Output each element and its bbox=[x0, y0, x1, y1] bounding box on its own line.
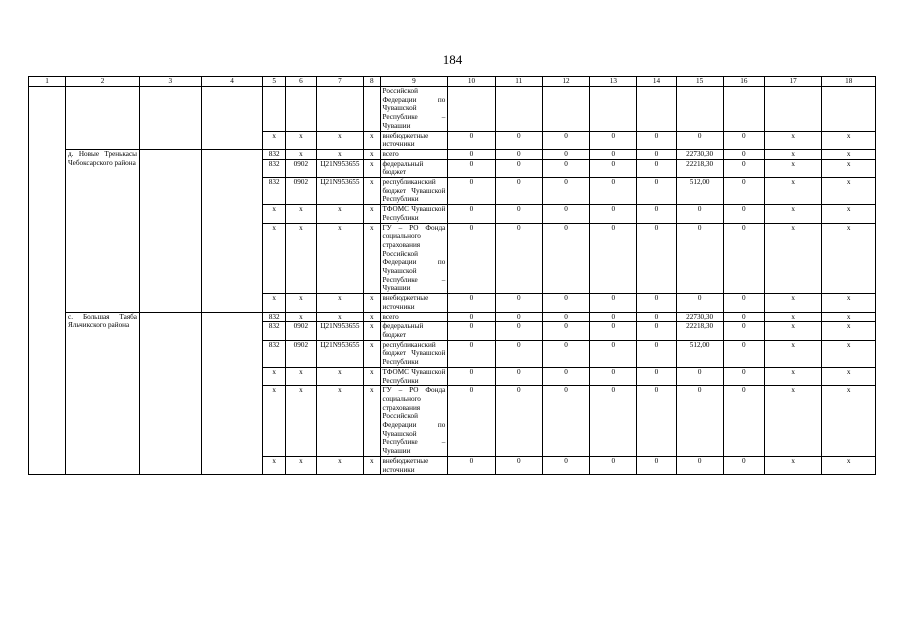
amount-cell: 0 bbox=[542, 340, 589, 367]
target-code: x bbox=[316, 456, 363, 474]
amount-cell: 0 bbox=[542, 178, 589, 205]
amount-cell: x bbox=[764, 367, 822, 385]
amount-cell: 0 bbox=[590, 322, 637, 340]
section-code: x bbox=[285, 149, 316, 159]
expense-type: x bbox=[364, 131, 380, 149]
amount-cell: 0 bbox=[495, 456, 542, 474]
amount-cell: 22730,30 bbox=[676, 312, 723, 322]
amount-cell: 0 bbox=[637, 386, 676, 457]
section-code: x bbox=[285, 205, 316, 223]
amount-cell: 512,00 bbox=[676, 178, 723, 205]
expense-type: x bbox=[364, 367, 380, 385]
amount-cell bbox=[764, 87, 822, 132]
budget-code: x bbox=[263, 223, 286, 294]
expense-type: x bbox=[364, 322, 380, 340]
budget-code: x bbox=[263, 367, 286, 385]
amount-cell: 0 bbox=[676, 386, 723, 457]
amount-cell: 0 bbox=[448, 456, 495, 474]
expense-type: x bbox=[364, 205, 380, 223]
amount-cell: 0 bbox=[542, 312, 589, 322]
expense-type: x bbox=[364, 340, 380, 367]
section-code bbox=[285, 87, 316, 132]
amount-cell: 0 bbox=[676, 223, 723, 294]
expense-type: x bbox=[364, 456, 380, 474]
amount-cell: 0 bbox=[448, 131, 495, 149]
column-header: 10 bbox=[448, 77, 495, 87]
amount-cell: 0 bbox=[590, 178, 637, 205]
amount-cell: 0 bbox=[676, 294, 723, 312]
amount-cell: 0 bbox=[495, 131, 542, 149]
amount-cell: 0 bbox=[542, 159, 589, 177]
amount-cell: 0 bbox=[495, 294, 542, 312]
amount-cell: 0 bbox=[542, 131, 589, 149]
amount-cell: x bbox=[764, 159, 822, 177]
amount-cell: 0 bbox=[448, 312, 495, 322]
section-code: 0902 bbox=[285, 322, 316, 340]
amount-cell: x bbox=[822, 294, 876, 312]
amount-cell: 0 bbox=[723, 205, 764, 223]
table-body bbox=[29, 87, 876, 475]
amount-cell: x bbox=[822, 178, 876, 205]
amount-cell: 0 bbox=[495, 367, 542, 385]
amount-cell: 22730,30 bbox=[676, 149, 723, 159]
amount-cell: 0 bbox=[448, 178, 495, 205]
column-header: 14 bbox=[637, 77, 676, 87]
amount-cell: 0 bbox=[637, 367, 676, 385]
column-4-cell bbox=[201, 312, 263, 475]
funding-source: ТФОМС Чувашской Республики bbox=[380, 205, 448, 223]
amount-cell: 0 bbox=[448, 367, 495, 385]
amount-cell: x bbox=[822, 322, 876, 340]
amount-cell: 0 bbox=[542, 456, 589, 474]
amount-cell: 0 bbox=[448, 159, 495, 177]
expense-type: x bbox=[364, 149, 380, 159]
amount-cell: x bbox=[764, 149, 822, 159]
funding-source: всего bbox=[380, 149, 448, 159]
amount-cell: x bbox=[822, 367, 876, 385]
amount-cell: 0 bbox=[448, 223, 495, 294]
budget-code: x bbox=[263, 294, 286, 312]
amount-cell bbox=[448, 87, 495, 132]
amount-cell: 0 bbox=[723, 178, 764, 205]
amount-cell: 0 bbox=[495, 149, 542, 159]
header-row bbox=[29, 77, 876, 87]
amount-cell: 0 bbox=[590, 456, 637, 474]
column-header: 7 bbox=[316, 77, 363, 87]
amount-cell: 0 bbox=[590, 367, 637, 385]
funding-source: республиканский бюджет Чувашской Республики bbox=[380, 178, 448, 205]
amount-cell: 0 bbox=[637, 159, 676, 177]
amount-cell bbox=[590, 87, 637, 132]
amount-cell: 0 bbox=[590, 159, 637, 177]
amount-cell bbox=[676, 87, 723, 132]
amount-cell: 0 bbox=[723, 131, 764, 149]
table-row bbox=[29, 87, 876, 132]
budget-code: 832 bbox=[263, 149, 286, 159]
target-code: x bbox=[316, 205, 363, 223]
column-3-cell bbox=[140, 87, 202, 150]
target-code: Ц21N953655 bbox=[316, 159, 363, 177]
amount-cell: 0 bbox=[448, 205, 495, 223]
table-row bbox=[29, 312, 876, 322]
target-code: x bbox=[316, 223, 363, 294]
amount-cell: 0 bbox=[542, 205, 589, 223]
expense-type bbox=[364, 87, 380, 132]
amount-cell bbox=[495, 87, 542, 132]
column-header: 17 bbox=[764, 77, 822, 87]
settlement-name: с. Большая Таяба Яльчикского района bbox=[66, 312, 140, 475]
funding-source: ТФОМС Чувашской Республики bbox=[380, 367, 448, 385]
funding-source: Российской Федерации по Чувашской Республике – Чувашии bbox=[380, 87, 448, 132]
amount-cell: 0 bbox=[495, 159, 542, 177]
amount-cell: x bbox=[764, 456, 822, 474]
section-code: x bbox=[285, 131, 316, 149]
column-header: 16 bbox=[723, 77, 764, 87]
budget-code bbox=[263, 87, 286, 132]
section-code: x bbox=[285, 456, 316, 474]
column-header: 1 bbox=[29, 77, 66, 87]
amount-cell: 0 bbox=[676, 367, 723, 385]
amount-cell: 0 bbox=[637, 131, 676, 149]
amount-cell: 0 bbox=[676, 205, 723, 223]
amount-cell: 0 bbox=[542, 294, 589, 312]
amount-cell: 0 bbox=[495, 322, 542, 340]
amount-cell: 0 bbox=[542, 223, 589, 294]
amount-cell: 0 bbox=[590, 294, 637, 312]
amount-cell: x bbox=[764, 205, 822, 223]
budget-code: 832 bbox=[263, 322, 286, 340]
amount-cell: x bbox=[764, 223, 822, 294]
column-4-cell bbox=[201, 87, 263, 150]
amount-cell: x bbox=[822, 149, 876, 159]
amount-cell: x bbox=[764, 131, 822, 149]
section-code: 0902 bbox=[285, 178, 316, 205]
amount-cell: 0 bbox=[590, 386, 637, 457]
amount-cell: 0 bbox=[590, 205, 637, 223]
amount-cell: 0 bbox=[637, 178, 676, 205]
amount-cell bbox=[637, 87, 676, 132]
funding-source: ГУ – РО Фонда социального страхования Российской Федерации по Чувашской Республике – Чувашии bbox=[380, 386, 448, 457]
amount-cell: 0 bbox=[723, 340, 764, 367]
funding-source: внебюджетные источники bbox=[380, 131, 448, 149]
budget-code: x bbox=[263, 205, 286, 223]
funding-source: внебюджетные источники bbox=[380, 294, 448, 312]
target-code bbox=[316, 87, 363, 132]
funding-source: ГУ – РО Фонда социального страхования Российской Федерации по Чувашской Республике – Чувашии bbox=[380, 223, 448, 294]
amount-cell: 0 bbox=[542, 149, 589, 159]
amount-cell: 0 bbox=[637, 294, 676, 312]
target-code: x bbox=[316, 386, 363, 457]
table-row bbox=[29, 149, 876, 159]
column-header: 2 bbox=[66, 77, 140, 87]
amount-cell: 0 bbox=[495, 205, 542, 223]
budget-code: 832 bbox=[263, 178, 286, 205]
row-number-cell bbox=[29, 87, 66, 150]
amount-cell: x bbox=[764, 312, 822, 322]
amount-cell: x bbox=[822, 205, 876, 223]
budget-code: x bbox=[263, 456, 286, 474]
amount-cell: x bbox=[822, 386, 876, 457]
amount-cell: 0 bbox=[590, 340, 637, 367]
amount-cell bbox=[542, 87, 589, 132]
target-code: Ц21N953655 bbox=[316, 178, 363, 205]
amount-cell: 0 bbox=[676, 131, 723, 149]
amount-cell: 0 bbox=[723, 149, 764, 159]
budget-code: x bbox=[263, 386, 286, 457]
section-code: x bbox=[285, 294, 316, 312]
amount-cell: 0 bbox=[723, 456, 764, 474]
column-header: 12 bbox=[542, 77, 589, 87]
settlement-name bbox=[66, 87, 140, 150]
amount-cell: 22218,30 bbox=[676, 322, 723, 340]
target-code: x bbox=[316, 149, 363, 159]
amount-cell: 0 bbox=[637, 322, 676, 340]
expense-type: x bbox=[364, 159, 380, 177]
funding-source: республиканский бюджет Чувашской Республики bbox=[380, 340, 448, 367]
column-3-cell bbox=[140, 312, 202, 475]
amount-cell: 0 bbox=[723, 312, 764, 322]
amount-cell: 0 bbox=[448, 386, 495, 457]
amount-cell: 0 bbox=[723, 322, 764, 340]
budget-code: x bbox=[263, 131, 286, 149]
section-code: x bbox=[285, 223, 316, 294]
amount-cell: 0 bbox=[495, 312, 542, 322]
amount-cell: 0 bbox=[637, 312, 676, 322]
section-code: x bbox=[285, 367, 316, 385]
amount-cell: 0 bbox=[637, 223, 676, 294]
column-header: 3 bbox=[140, 77, 202, 87]
amount-cell: 0 bbox=[723, 294, 764, 312]
amount-cell: 0 bbox=[723, 223, 764, 294]
target-code: Ц21N953655 bbox=[316, 340, 363, 367]
column-header: 8 bbox=[364, 77, 380, 87]
amount-cell: 0 bbox=[637, 340, 676, 367]
amount-cell: x bbox=[764, 178, 822, 205]
column-header: 4 bbox=[201, 77, 263, 87]
expense-type: x bbox=[364, 312, 380, 322]
amount-cell: 0 bbox=[448, 294, 495, 312]
amount-cell: x bbox=[822, 312, 876, 322]
amount-cell: 0 bbox=[495, 178, 542, 205]
section-code: 0902 bbox=[285, 340, 316, 367]
budget-code: 832 bbox=[263, 312, 286, 322]
row-number-cell bbox=[29, 149, 66, 312]
amount-cell: 0 bbox=[676, 456, 723, 474]
amount-cell: 0 bbox=[590, 223, 637, 294]
amount-cell: 0 bbox=[542, 322, 589, 340]
expense-type: x bbox=[364, 294, 380, 312]
column-header: 18 bbox=[822, 77, 876, 87]
amount-cell: x bbox=[764, 294, 822, 312]
amount-cell: 0 bbox=[542, 367, 589, 385]
funding-source: федеральный бюджет bbox=[380, 159, 448, 177]
amount-cell: x bbox=[764, 386, 822, 457]
amount-cell: 0 bbox=[637, 456, 676, 474]
amount-cell: x bbox=[822, 223, 876, 294]
amount-cell: 0 bbox=[723, 159, 764, 177]
amount-cell: 0 bbox=[495, 386, 542, 457]
amount-cell: x bbox=[822, 131, 876, 149]
column-header: 15 bbox=[676, 77, 723, 87]
budget-code: 832 bbox=[263, 159, 286, 177]
row-number-cell bbox=[29, 312, 66, 475]
amount-cell: 0 bbox=[590, 131, 637, 149]
amount-cell bbox=[723, 87, 764, 132]
section-code: x bbox=[285, 312, 316, 322]
column-4-cell bbox=[201, 149, 263, 312]
funding-source: внебюджетные источники bbox=[380, 456, 448, 474]
amount-cell: 0 bbox=[590, 312, 637, 322]
column-header: 6 bbox=[285, 77, 316, 87]
target-code: x bbox=[316, 312, 363, 322]
amount-cell: x bbox=[764, 340, 822, 367]
section-code: x bbox=[285, 386, 316, 457]
amount-cell: x bbox=[822, 159, 876, 177]
amount-cell: 0 bbox=[637, 149, 676, 159]
amount-cell: 0 bbox=[448, 340, 495, 367]
settlement-name: д. Новые Тренькасы Чебоксарского района bbox=[66, 149, 140, 312]
expense-type: x bbox=[364, 386, 380, 457]
funding-source: федеральный бюджет bbox=[380, 322, 448, 340]
target-code: x bbox=[316, 131, 363, 149]
section-code: 0902 bbox=[285, 159, 316, 177]
amount-cell: 0 bbox=[448, 149, 495, 159]
amount-cell: 0 bbox=[448, 322, 495, 340]
funding-source: всего bbox=[380, 312, 448, 322]
amount-cell: 0 bbox=[495, 223, 542, 294]
target-code: x bbox=[316, 294, 363, 312]
page-number: 184 bbox=[442, 52, 463, 67]
amount-cell: 0 bbox=[495, 340, 542, 367]
column-header: 13 bbox=[590, 77, 637, 87]
budget-code: 832 bbox=[263, 340, 286, 367]
target-code: x bbox=[316, 367, 363, 385]
column-header: 5 bbox=[263, 77, 286, 87]
amount-cell: 512,00 bbox=[676, 340, 723, 367]
expense-type: x bbox=[364, 178, 380, 205]
amount-cell: x bbox=[822, 456, 876, 474]
column-header: 11 bbox=[495, 77, 542, 87]
amount-cell: x bbox=[764, 322, 822, 340]
amount-cell: 22218,30 bbox=[676, 159, 723, 177]
amount-cell: 0 bbox=[637, 205, 676, 223]
column-header: 9 bbox=[380, 77, 448, 87]
budget-table bbox=[28, 76, 876, 475]
amount-cell: 0 bbox=[542, 386, 589, 457]
expense-type: x bbox=[364, 223, 380, 294]
amount-cell: 0 bbox=[590, 149, 637, 159]
amount-cell bbox=[822, 87, 876, 132]
amount-cell: 0 bbox=[723, 386, 764, 457]
amount-cell: x bbox=[822, 340, 876, 367]
target-code: Ц21N953655 bbox=[316, 322, 363, 340]
amount-cell: 0 bbox=[723, 367, 764, 385]
column-3-cell bbox=[140, 149, 202, 312]
